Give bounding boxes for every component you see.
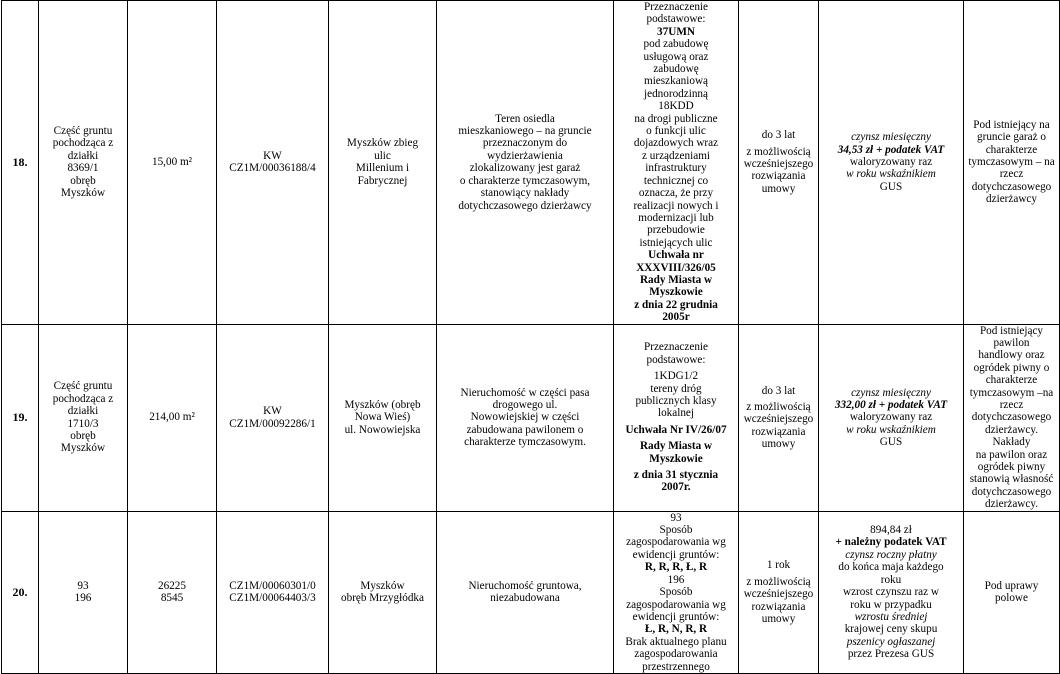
notes-cell: Pod istniejący na gruncie garaż o charakterze tymczasowym – na rzecz dotychczasowego dzierżawcy: [964, 1, 1060, 325]
rent-cell: 894,84 zł + należny podatek VAT czynsz roczny płatny do końca maja każdego roku wzrost czynszu raz w roku w przypadku wzrostu średniej krajowej ceny skupu pszenicy ogłaszanej przez Prezesa GUS: [819, 511, 964, 673]
plot-cell: Część gruntu pochodząca z działki 8369/1 obręb Myszków: [39, 1, 128, 325]
description-cell: Teren osiedla mieszkaniowego – na gruncie przeznaczonym do wydzierżawienia zlokalizowany jest garaż o charakterze tymczasowym, stanowiący nakłady dotychczasowego dzierżawcy: [437, 1, 614, 325]
notes-cell: Pod uprawy polowe: [964, 511, 1060, 673]
row-number: 19.: [2, 324, 39, 511]
term-cell: do 3 lat z możliwością wcześniejszego rozwiązania umowy: [739, 324, 819, 511]
purpose-cell: 93 Sposób zagospodarowania wg ewidencji gruntów: R, R, R, Ł, R 196 Sposób zagospodarowania wg ewidencji gruntów: Ł, R, N, R, R Brak aktualnego planu zagospodarowania przestrzennego: [614, 511, 739, 673]
area-cell: 26225 8545: [128, 511, 217, 673]
purpose-cell: Przeznaczenie podstawowe: 37UMN pod zabudowę usługową oraz zabudowę mieszkaniową jednorodzinną 18KDD na drogi publiczne o funkcji ulic dojazdowych wraz z urządzeniami infrastruktury technicznej co oznacza, że przy realizacji nowych i modernizacji lub przebudowie istniejących ulic Uchwała nr XXXVIII/326/05 Rady Miasta w Myszkowie z dnia 22 grudnia 2005r: [614, 1, 739, 325]
land-register-cell: CZ1M/00060301/0 CZ1M/00064403/3: [217, 511, 329, 673]
term-cell: 1 rok z możliwością wcześniejszego rozwiązania umowy: [739, 511, 819, 673]
notes-cell: Pod istniejący pawilon handlowy oraz ogródek piwny o charakterze tymczasowym –na rzecz dotychczasowego dzierżawcy. Nakłady na pawilon oraz ogródek piwny stanowią własność dotychczasowego dzierżawcy.: [964, 324, 1060, 511]
table-row: [2, 511, 1060, 673]
area-cell: 15,00 m²: [128, 1, 217, 325]
lease-table: [1, 0, 1060, 674]
plot-cell: Część gruntu pochodząca z działki 1710/3 obręb Myszków: [39, 324, 128, 511]
table-row: [2, 324, 1060, 511]
location-cell: Myszków obręb Mrzygłódka: [329, 511, 437, 673]
location-cell: Myszków zbieg ulic Millenium i Fabrycznej: [329, 1, 437, 325]
term-cell: do 3 lat z możliwością wcześniejszego rozwiązania umowy: [739, 1, 819, 325]
row-number: 20.: [2, 511, 39, 673]
plot-cell: 93 196: [39, 511, 128, 673]
description-cell: Nieruchomość gruntowa, niezabudowana: [437, 511, 614, 673]
area-cell: 214,00 m²: [128, 324, 217, 511]
land-register-cell: KW CZ1M/00092286/1: [217, 324, 329, 511]
purpose-cell: Przeznaczenie podstawowe: 1KDG1/2 tereny dróg publicznych klasy lokalnej Uchwała Nr IV/26/07 Rady Miasta w Myszkowie z dnia 31 stycznia 2007r.: [614, 324, 739, 511]
description-cell: Nieruchomość w części pasa drogowego ul. Nowowiejskiej w części zabudowana pawilonem o charakterze tymczasowym.: [437, 324, 614, 511]
table-row: [2, 1, 1060, 325]
row-number: 18.: [2, 1, 39, 325]
rent-cell: czynsz miesięczny 34,53 zł + podatek VAT waloryzowany raz w roku wskaźnikiem GUS: [819, 1, 964, 325]
rent-cell: czynsz miesięczny 332,00 zł + podatek VAT waloryzowany raz w roku wskaźnikiem GUS: [819, 324, 964, 511]
location-cell: Myszków (obręb Nowa Wieś) ul. Nowowiejska: [329, 324, 437, 511]
land-register-cell: KW CZ1M/00036188/4: [217, 1, 329, 325]
